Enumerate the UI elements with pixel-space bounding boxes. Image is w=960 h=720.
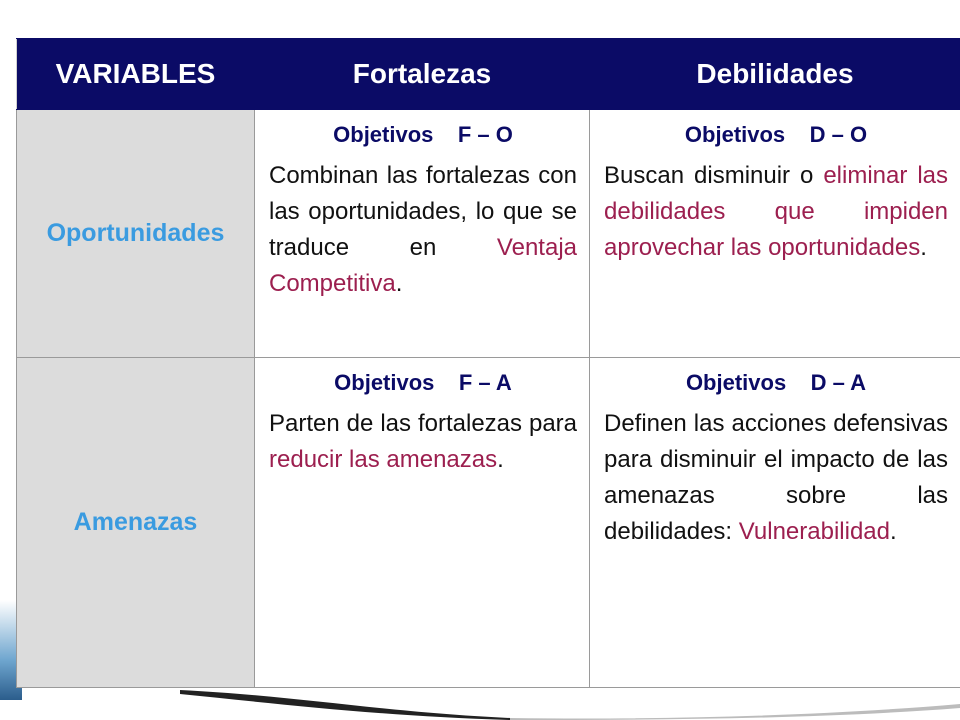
cell-text-end: . [889, 518, 897, 545]
cell-title-fo: Objetivos F – O [333, 122, 513, 147]
table-header-row [17, 39, 960, 110]
row-label-text: Oportunidades [46, 219, 225, 248]
cell-text-end: . [395, 270, 403, 297]
cell-text: Definen las acciones defensivas para disminuir el impacto de las amenazas sobre las debilidades: [604, 410, 948, 545]
cell-title-fa: Objetivos F – A [334, 370, 512, 395]
cell-highlight: eliminar las debilidades que impiden aprovechar las oportunidades [604, 162, 948, 261]
cell-fo [255, 110, 590, 358]
table-row-amenazas [17, 358, 960, 688]
header-variables: VARIABLES [17, 39, 255, 110]
cell-highlight: Vulnerabilidad [738, 518, 890, 545]
cell-title-do: Objetivos D – O [684, 122, 868, 147]
cell-highlight: Ventaja Competitiva [269, 234, 577, 297]
cell-highlight: reducir las amenazas [269, 446, 498, 473]
foda-matrix-table [16, 38, 960, 688]
cell-text: Combinan las fortalezas con las oportunidades, lo que se traduce en [269, 162, 577, 261]
cell-body-fo [269, 158, 577, 302]
header-fortalezas: Fortalezas [255, 39, 590, 110]
header-debilidades: Debilidades [590, 39, 960, 110]
cell-fa [255, 358, 590, 688]
cell-body-fa [269, 406, 577, 478]
cell-body-do [604, 158, 948, 266]
row-label-text: Amenazas [73, 508, 198, 537]
row-label-oportunidades [17, 110, 255, 358]
cell-body-da [604, 406, 948, 550]
cell-title-da: Objetivos D – A [685, 370, 867, 395]
cell-do [590, 110, 960, 358]
table-row-oportunidades [17, 110, 960, 358]
cell-text: Parten de las fortalezas para [269, 410, 577, 437]
cell-text-end: . [497, 446, 504, 473]
row-label-amenazas [17, 358, 255, 688]
cell-da [590, 358, 960, 688]
cell-text-end: . [920, 234, 927, 261]
bottom-swoosh-decoration [180, 686, 960, 720]
cell-text: Buscan disminuir o [604, 162, 824, 189]
